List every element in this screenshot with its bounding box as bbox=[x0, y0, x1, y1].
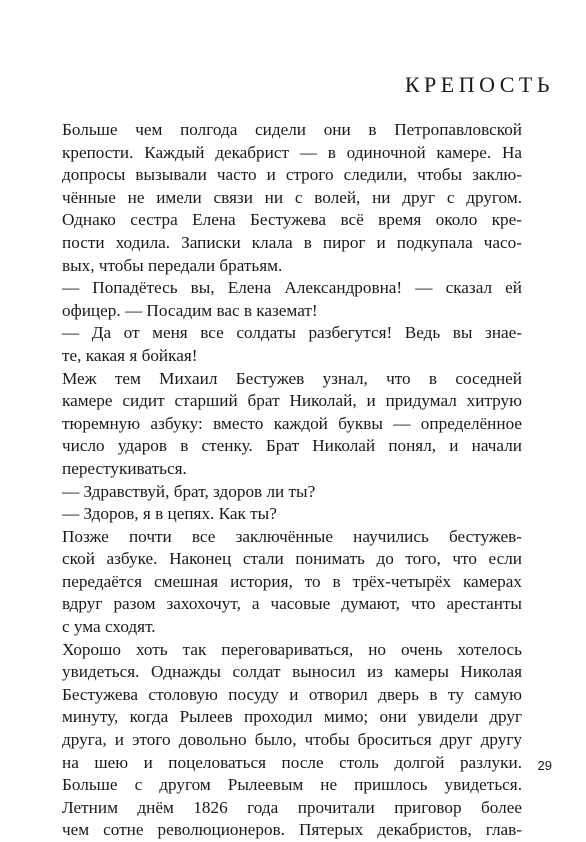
text-line: перестукиваться. bbox=[62, 458, 187, 478]
text-line: Хорошо хоть так переговариваться, но очень хотелось bbox=[62, 639, 522, 659]
body-text bbox=[62, 119, 522, 842]
text-line: ской азбуке. Наконец стали понимать до того, что если bbox=[62, 549, 522, 569]
text-line: чённые не имели связи ни с волей, ни друг с другом. bbox=[62, 187, 522, 207]
text-line: Больше с другом Рылеевым не пришлось увидеться. bbox=[62, 775, 522, 795]
text-line: передаётся смешная история, то в трёх-четырёх камерах bbox=[62, 571, 522, 591]
text-line: минуту, когда Рылеев проходил мимо; они увидели друг bbox=[62, 707, 522, 727]
text-line: Меж тем Михаил Бестужев узнал, что в соседней bbox=[62, 368, 522, 388]
text-line: — Попадётесь вы, Елена Александровна! — сказал ей bbox=[62, 278, 522, 298]
chapter-title: КРЕПОСТЬ bbox=[404, 72, 554, 97]
text-line: крепости. Каждый декабрист — в одиночной камере. На bbox=[62, 142, 522, 162]
page-number: 29 bbox=[537, 758, 552, 773]
text-line: вдруг разом захохочут, а часовые думают, что арестанты bbox=[62, 594, 522, 614]
text-line: — Здоров, я в цепях. Как ты? bbox=[62, 504, 277, 524]
text-line: Летним днём 1826 года прочитали приговор более bbox=[62, 797, 522, 817]
text-line: камере сидит старший брат Николай, и придумал хитрую bbox=[62, 391, 522, 411]
text-line: число ударов в стенку. Брат Николай понял, и начали bbox=[62, 436, 522, 456]
text-line: — Здравствуй, брат, здоров ли ты? bbox=[62, 481, 316, 501]
text-line: с ума сходят. bbox=[62, 617, 156, 637]
text-line: Больше чем полгода сидели они в Петропавловской bbox=[62, 120, 522, 139]
text-line: те, какая я бойкая! bbox=[62, 345, 198, 365]
text-line: тюремную азбуку: вместо каждой буквы — определённое bbox=[62, 413, 522, 433]
text-line: допросы вызывали часто и строго следили, чтобы заклю- bbox=[62, 165, 522, 185]
text-line: друга, и этого довольно было, чтобы броситься друг другу bbox=[62, 730, 522, 750]
text-line: пости ходила. Записки клала в пирог и подкупала часо- bbox=[62, 232, 522, 252]
text-line: Позже почти все заключённые научились бестужев- bbox=[62, 526, 522, 546]
text-line: на шею и поцеловаться после столь долгой разлуки. bbox=[62, 752, 522, 772]
text-line: — Да от меня все солдаты разбегутся! Ведь вы знае- bbox=[62, 323, 522, 343]
text-line: вых, чтобы передали братьям. bbox=[62, 255, 283, 275]
text-line: офицер. — Посадим вас в каземат! bbox=[62, 300, 318, 320]
text-line: Бестужева столовую посуду и отворил дверь в ту самую bbox=[62, 684, 522, 704]
text-line: чем сотне революционеров. Пятерых декабристов, глав- bbox=[62, 820, 522, 840]
text-line: увидеться. Однажды солдат выносил из камеры Николая bbox=[62, 662, 522, 682]
text-line: Однако сестра Елена Бестужева всё время около кре- bbox=[62, 210, 522, 230]
